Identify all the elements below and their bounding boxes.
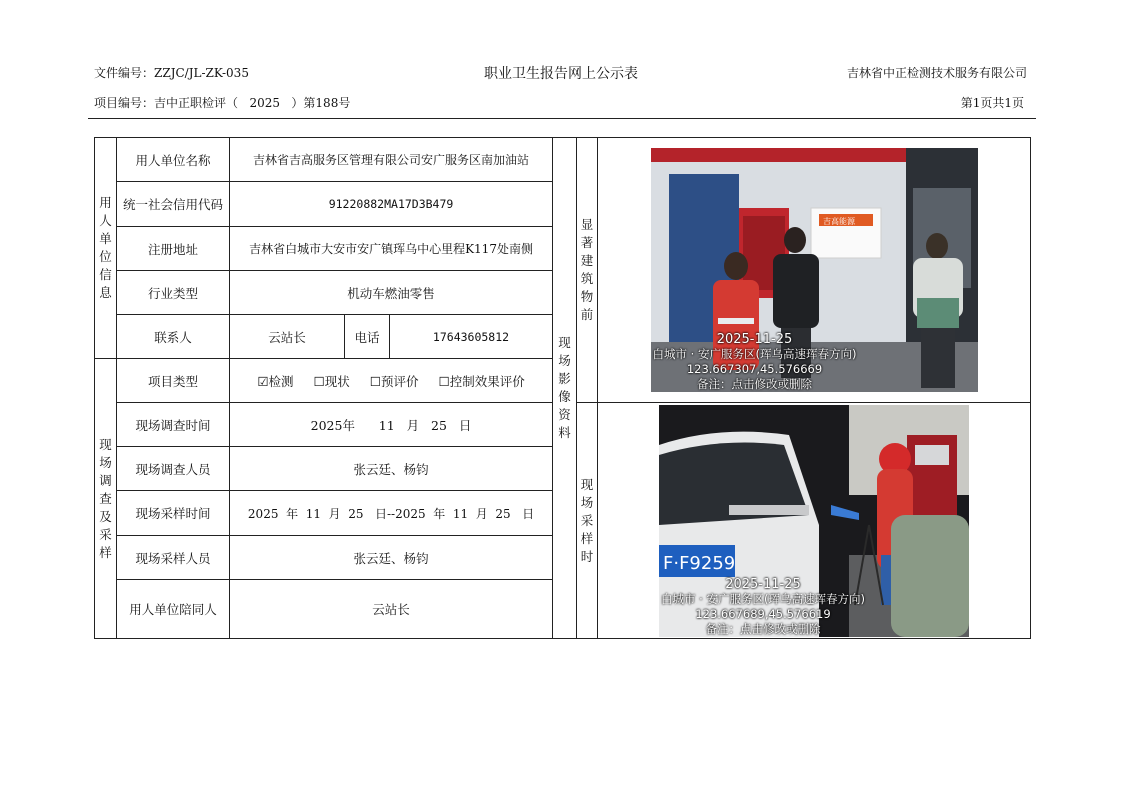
type-option-pre-evaluation[interactable]	[370, 372, 419, 390]
vertical-label-char: 筑	[580, 271, 594, 286]
photo1-cell	[598, 138, 1031, 403]
photo2-label	[577, 403, 598, 639]
photo2-cell	[598, 403, 1031, 639]
type-option-label: 检测	[268, 373, 294, 389]
vertical-label-char: 场	[99, 454, 112, 470]
vertical-label-char: 单	[99, 231, 112, 246]
project-number: 项目编号：吉中正职检评（ 2025 ）第188号	[94, 96, 351, 110]
license-plate-text: F·F9259	[663, 552, 736, 574]
disclosure-table	[94, 137, 1031, 639]
vertical-label-char: 时	[580, 548, 594, 564]
vertical-label-char: 人	[99, 213, 112, 228]
vertical-label-char: 信	[99, 267, 112, 282]
vertical-label-char: 现	[99, 436, 112, 452]
vertical-label-char: 影	[558, 371, 571, 386]
vertical-label-char: 及	[99, 508, 112, 524]
type-option-detection[interactable]	[257, 372, 293, 390]
checkbox-empty-icon: ☐	[438, 373, 450, 389]
vertical-label-char: 料	[558, 425, 571, 440]
phone-label: 电话	[345, 315, 390, 359]
vertical-label-char: 著	[580, 235, 594, 250]
industry-label: 行业类型	[117, 271, 230, 315]
credit-code-value: 91220882MA17D3B479	[230, 182, 553, 227]
sampling-photo	[659, 405, 969, 637]
checkbox-empty-icon: ☐	[313, 373, 325, 389]
sampling-time-label: 现场采样时间	[117, 491, 230, 536]
employer-info-section-label	[95, 138, 117, 359]
photo2-watermark	[661, 577, 865, 637]
page-title: 职业卫生报告网上公示表	[484, 66, 638, 82]
vertical-label-char: 调	[99, 472, 112, 488]
photo1-coordinates: 123.667307,45.576669	[686, 362, 823, 376]
type-option-label: 控制效果评价	[449, 373, 525, 389]
type-option-label: 预评价	[380, 373, 419, 389]
photo1-date: 2025-11-25	[716, 332, 793, 347]
photo2-coordinates: 123.667689,45.576619	[695, 606, 831, 621]
companion-label: 用人单位陪同人	[117, 580, 230, 639]
checkbox-checked-icon: ☑	[257, 373, 269, 389]
surveyors-value: 张云廷、杨钧	[230, 447, 553, 491]
vertical-label-char: 现	[558, 335, 571, 350]
vertical-label-char: 显	[580, 217, 594, 232]
vertical-label-char: 像	[558, 389, 571, 404]
surveyors-label: 现场调查人员	[117, 447, 230, 491]
org-name: 吉林省中正检测技术服务有限公司	[846, 66, 1027, 80]
vertical-label-char: 前	[580, 307, 594, 322]
photo2-location: 白城市 · 安广服务区(珲乌高速珲春方向)	[661, 591, 865, 606]
page-indicator: 第1页共1页	[960, 96, 1024, 110]
vertical-label-char: 现	[580, 476, 594, 492]
phone-value: 17643605812	[390, 315, 553, 359]
address-value: 吉林省白城市大安市安广镇珲乌中心里程K117处南侧	[230, 227, 553, 271]
vertical-label-char: 样	[580, 530, 594, 546]
photo1-label	[577, 138, 598, 403]
header-rule	[88, 118, 1036, 119]
doc-number-label: 文件编号：	[94, 66, 155, 80]
photo1-watermark	[653, 332, 857, 392]
type-option-status[interactable]	[314, 372, 350, 390]
vertical-label-char: 资	[558, 407, 571, 422]
type-option-control-effect[interactable]	[438, 372, 524, 390]
samplers-value: 张云廷、杨钧	[230, 536, 553, 580]
vertical-label-char: 息	[99, 285, 112, 300]
contact-label: 联系人	[117, 315, 230, 359]
doc-number-value: ZZJC/JL-ZK-035	[154, 66, 249, 80]
vertical-label-char: 查	[99, 490, 112, 506]
checkbox-empty-icon: ☐	[369, 373, 381, 389]
survey-section-label	[95, 359, 117, 639]
survey-time-label: 现场调查时间	[117, 403, 230, 447]
photo2-note: 备注：点击修改或删除	[705, 621, 821, 636]
project-type-options	[230, 359, 553, 403]
photo2-date: 2025-11-25	[725, 576, 801, 592]
building-sign-text: 吉高能源	[822, 217, 855, 226]
employer-name-value: 吉林省吉高服务区管理有限公司安广服务区南加油站	[230, 138, 553, 182]
credit-code-label: 统一社会信用代码	[117, 182, 230, 227]
vertical-label-char: 采	[99, 526, 112, 542]
building-front-photo	[651, 148, 978, 392]
vertical-label-char: 物	[580, 289, 594, 304]
photo1-location: 白城市 · 安广服务区(珲乌高速珲春方向)	[652, 347, 857, 361]
vertical-label-char: 场	[558, 353, 571, 368]
employer-name-label: 用人单位名称	[117, 138, 230, 182]
vertical-label-char: 场	[580, 494, 594, 510]
vertical-label-char: 样	[99, 544, 112, 560]
vertical-label-char: 采	[580, 512, 594, 528]
vertical-label-char: 建	[580, 253, 594, 268]
photo1-note: 备注：点击修改或删除	[697, 377, 812, 391]
vertical-label-char: 用	[99, 195, 112, 210]
companion-value: 云站长	[230, 580, 553, 639]
sampling-time-value: 2025 年 11 月 25 日--2025 年 11 月 25 日	[230, 491, 553, 536]
type-option-label: 现状	[324, 373, 350, 389]
survey-time-value: 2025年 11 月 25 日	[230, 403, 553, 447]
image-section-label	[553, 138, 577, 639]
project-type-label: 项目类型	[117, 359, 230, 403]
address-label: 注册地址	[117, 227, 230, 271]
samplers-label: 现场采样人员	[117, 536, 230, 580]
industry-value: 机动车燃油零售	[230, 271, 553, 315]
contact-value: 云站长	[230, 315, 345, 359]
vertical-label-char: 位	[99, 249, 112, 264]
